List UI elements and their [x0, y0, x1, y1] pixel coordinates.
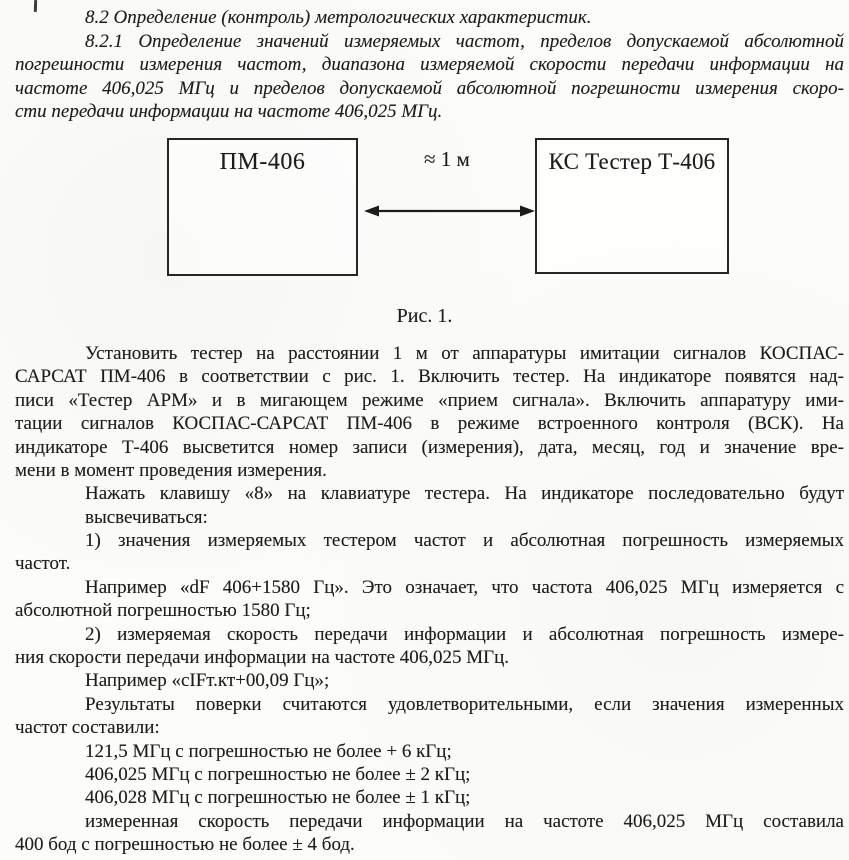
- text-line: мени в момент проведения измерения.: [15, 459, 327, 481]
- text-line: частоте 406,025 МГц и пределов допускаемой абсолютной погрешности измерения скоро-: [15, 77, 844, 99]
- text-line: 406,028 МГц с погрешностью не более ± 1 кГц;: [85, 787, 471, 809]
- text-line: Установить тестер на расстоянии 1 м от аппаратуры имитации сигналов КОСПАС-: [85, 342, 844, 364]
- text-line: индикаторе Т-406 высветится номер записи (измерения), дата, месяц, год и значение вре-: [15, 436, 844, 458]
- figure-box-tester: [535, 138, 729, 274]
- text-line: 400 бод с погрешностью не более ± 4 бод.: [15, 834, 355, 856]
- text-line: Результаты поверки считаются удовлетворительными, если значения измеренных: [85, 693, 844, 715]
- double-arrow-icon: [364, 203, 535, 219]
- text-line: 121,5 МГц с погрешностью не более + 6 кГц;: [85, 740, 452, 762]
- scan-artifact-mark: [34, 0, 37, 12]
- figure-1: [0, 138, 849, 278]
- text-line: 2) измеряемая скорость передачи информации и абсолютная погрешность измере-: [85, 623, 844, 645]
- text-line: измеренная скорость передачи информации на частоте 406,025 МГц составила: [85, 810, 844, 832]
- text-line: тации сигналов КОСПАС-САРСАТ ПМ-406 в режиме встроенного контроля (ВСК). На: [15, 413, 844, 435]
- text-line: погрешности измерения частот, диапазона измеряемой скорости передачи информации на: [15, 54, 844, 76]
- text-line: сти передачи информации на частоте 406,025 МГц.: [15, 101, 443, 123]
- body-text-block: [0, 342, 849, 857]
- text-line: частот.: [15, 553, 71, 575]
- tester-label: КС Тестер Т-406: [548, 148, 716, 174]
- figure-caption: Рис. 1.: [396, 304, 453, 327]
- text-line: частот составили:: [15, 717, 160, 739]
- text-line: 1) значения измеряемых тестером частот и абсолютная погрешность измеряемых: [85, 530, 844, 552]
- text-line: писи «Тестер АРМ» и в мигающем режиме «прием сигнала». Включить аппаратуру ими-: [15, 389, 844, 411]
- figure-box-pm406: [167, 138, 358, 276]
- text-line: 8.2 Определение (контроль) метрологических характеристик.: [85, 7, 592, 28]
- text-line: высвечиваться:: [85, 506, 208, 528]
- text-line: абсолютной погрешностью 1580 Гц;: [15, 600, 311, 622]
- text-line: Например «dF 406+1580 Гц». Это означает, что частота 406,025 МГц измеряется с: [85, 576, 844, 598]
- pm406-label: ПМ-406: [219, 148, 306, 175]
- text-line: 8.2.1 Определение значений измеряемых частот, пределов допускаемой абсолютной: [85, 30, 844, 52]
- section-heading-block: [0, 0, 849, 124]
- text-line: 406,025 МГц с погрешностью не более ± 2 кГц;: [85, 764, 471, 785]
- distance-label: ≈ 1 м: [424, 146, 470, 171]
- text-line: САРСАТ ПМ-406 в соответствии с рис. 1. Включить тестер. На индикаторе появятся над-: [15, 366, 844, 388]
- text-line: ния скорости передачи информации на частоте 406,025 МГц.: [15, 647, 510, 669]
- text-line: Например «сIFт.кт+00,09 Гц»;: [85, 670, 330, 692]
- text-line: Нажать клавишу «8» на клавиатуре тестера. На индикаторе последовательно будут: [85, 483, 844, 505]
